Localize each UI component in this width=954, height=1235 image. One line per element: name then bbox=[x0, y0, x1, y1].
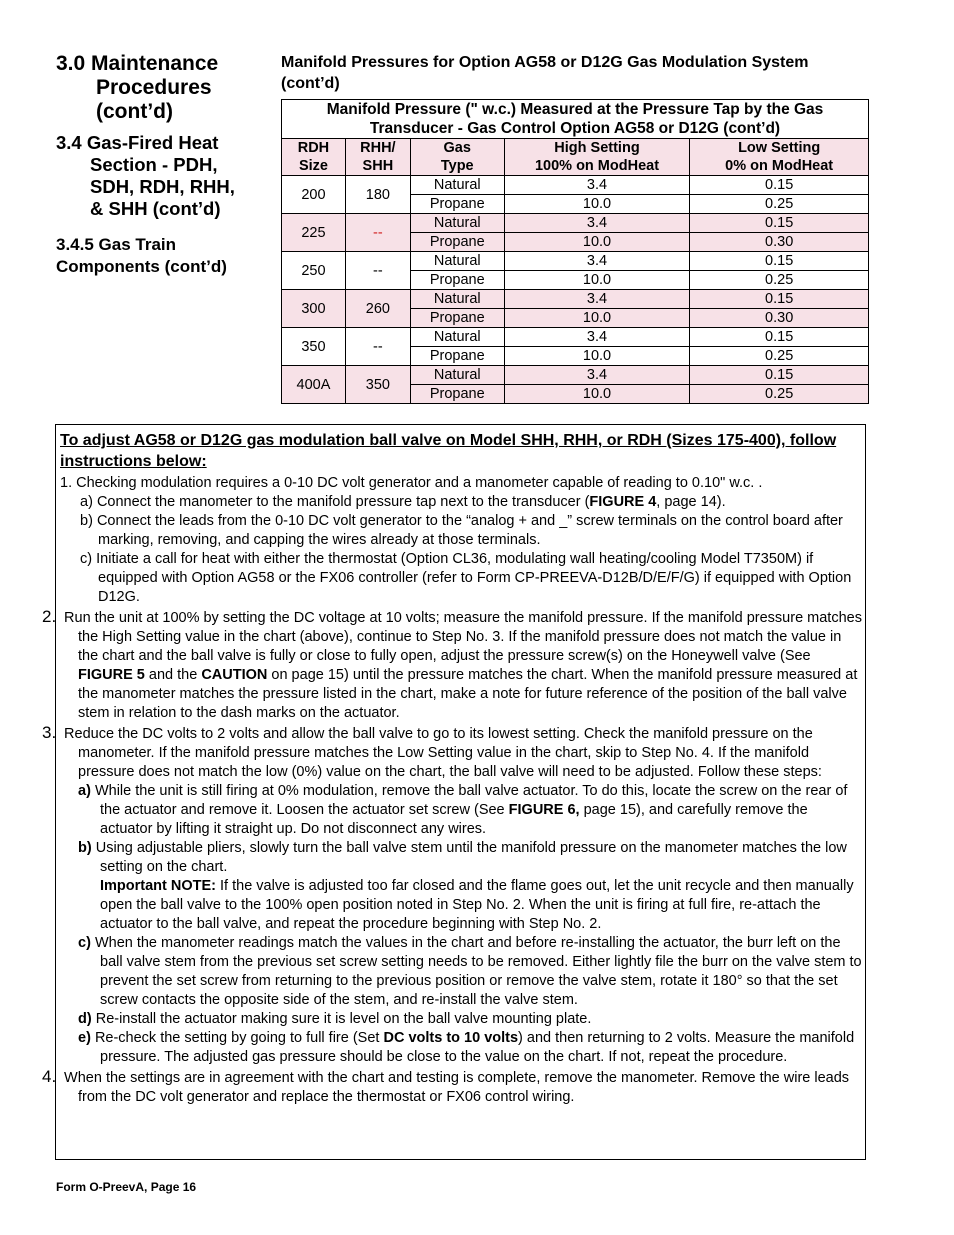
column-header-gas-type: Gas Type bbox=[410, 139, 504, 176]
table-title-line: (cont’d) bbox=[281, 75, 340, 92]
cell-high: 3.4 bbox=[504, 176, 690, 195]
step-1a: a) Connect the manometer to the manifold pressure tap next to the transducer (FIGURE 4, page 14). bbox=[80, 494, 726, 510]
table-caption: Manifold Pressure (" w.c.) Measured at the Pressure Tap by the Gas Transducer - Gas Control Option AG58 or D12G (cont’d) bbox=[282, 100, 869, 139]
cell-gas: Propane bbox=[410, 271, 504, 290]
cell-gas: Natural bbox=[410, 366, 504, 385]
table-row bbox=[282, 176, 869, 195]
cell-low: 0.25 bbox=[690, 385, 869, 404]
cell-rhh-shh: 260 bbox=[345, 290, 410, 328]
cell-low: 0.15 bbox=[690, 176, 869, 195]
page-footer: Form O-PreevA, Page 16 bbox=[56, 1180, 197, 1194]
cell-high: 3.4 bbox=[504, 214, 690, 233]
section-heading bbox=[56, 52, 271, 124]
table-row bbox=[282, 328, 869, 347]
cell-rdh-size: 250 bbox=[282, 252, 346, 290]
cell-low: 0.15 bbox=[690, 252, 869, 271]
step-1c: c) Initiate a call for heat with either the thermostat (Option CL36, modulating wall heating/cooling Model T7350M) if equipped with Option AG58 or the FX06 controller (refer to Form CP-PREEVA-D12B/D/E/F/G) if equipped with Option D12G. bbox=[80, 551, 852, 605]
cell-rhh-shh: -- bbox=[345, 214, 410, 252]
cell-high: 10.0 bbox=[504, 271, 690, 290]
step-4: 4. When the settings are in agreement with the chart and testing is complete, remove the manometer. Remove the wire leads from the DC volt generator and replace the thermostat or FX06 control wiring. bbox=[42, 1067, 850, 1105]
manifold-pressure-table bbox=[281, 99, 869, 404]
cell-high: 3.4 bbox=[504, 290, 690, 309]
cell-low: 0.25 bbox=[690, 271, 869, 290]
table-row bbox=[282, 252, 869, 271]
cell-high: 3.4 bbox=[504, 328, 690, 347]
subsection-heading-line: Section - PDH, bbox=[90, 154, 218, 175]
subsection-heading-line: 3.4 Gas-Fired Heat bbox=[56, 132, 219, 153]
step-3c: c) When the manometer readings match the values in the chart and before re-installing the actuator, the burr left on the ball valve stem from the previous set screw setting needs to be removed. Either lightly file the burr on the valve stem to prevent the set screw from returning to the previous position or remove the valve stem, rotate it 180° so that the set screw contacts the opposite side of the stem, and re-install the valve stem. bbox=[78, 935, 862, 1008]
subsubsection-heading bbox=[56, 234, 278, 278]
subsection-heading bbox=[56, 132, 278, 220]
cell-high: 10.0 bbox=[504, 309, 690, 328]
column-header-rhh-shh: RHH/ SHH bbox=[345, 139, 410, 176]
table-row bbox=[282, 290, 869, 309]
cell-rhh-shh: -- bbox=[345, 328, 410, 366]
step-3: 3. Reduce the DC volts to 2 volts and allow the ball valve to go to its lowest setting. Check the manifold pressure on the manometer. If the manifold pressure matches the Low Setting value in the chart, skip to Step No. 4. If the manifold pressure does not match the low (0%) value on the chart, the ball valve will need to be adjusted. Follow these steps: bbox=[42, 723, 822, 780]
column-header-rdh-size: RDH Size bbox=[282, 139, 346, 176]
cell-gas: Propane bbox=[410, 385, 504, 404]
cell-low: 0.15 bbox=[690, 290, 869, 309]
subsubsection-heading-line: 3.4.5 Gas Train bbox=[56, 235, 177, 254]
step-2: 2. Run the unit at 100% by setting the DC voltage at 10 volts; measure the manifold pressure. If the manifold pressure matches the High Setting value in the chart (above), continue to Step No. 3. If the manifold pressure does not match the value in the chart and the ball valve is fully or close to fully open, adjust the pressure screw(s) on the Honeywell valve (See FIGURE 5 and the CAUTION on page 15) until the pressure matches the chart. When the manifold pressure measured at the manometer matches the pressure listed in the chart, make a note for future reference of the position of the ball valve stem in relation to the dash marks on the actuator. bbox=[42, 607, 862, 721]
cell-gas: Natural bbox=[410, 214, 504, 233]
subsubsection-heading-line: Components (cont’d) bbox=[56, 257, 227, 276]
step-3e: e) Re-check the setting by going to full fire (Set DC volts to 10 volts) and then returning to 2 volts. Measure the manifold pressure. The adjusted gas pressure should be close to the value on the chart. If not, repeat the procedure. bbox=[78, 1030, 855, 1065]
cell-gas: Propane bbox=[410, 195, 504, 214]
cell-low: 0.30 bbox=[690, 233, 869, 252]
step-1: 1. Checking modulation requires a 0-10 DC volt generator and a manometer capable of reading to 0.10" w.c. . bbox=[60, 475, 763, 491]
cell-high: 10.0 bbox=[504, 233, 690, 252]
table-body bbox=[282, 176, 869, 404]
cell-low: 0.30 bbox=[690, 309, 869, 328]
cell-low: 0.15 bbox=[690, 328, 869, 347]
table-title bbox=[281, 52, 881, 94]
section-heading-line: 3.0 Maintenance bbox=[56, 52, 219, 75]
cell-rhh-shh: 350 bbox=[345, 366, 410, 404]
step-3a: a) While the unit is still firing at 0% modulation, remove the ball valve actuator. To do this, locate the screw on the rear of the actuator and remove it. Loosen the actuator set screw (See FIGURE 6, page 15), and carefully remove the actuator by lifting it straight up. Do not disconnect any wires. bbox=[78, 783, 848, 837]
section-heading-line: Procedures bbox=[96, 76, 212, 99]
step-3b: b) Using adjustable pliers, slowly turn the ball valve stem until the manifold pressure on the manometer matches the low setting on the chart. bbox=[78, 840, 847, 875]
cell-low: 0.15 bbox=[690, 366, 869, 385]
cell-high: 3.4 bbox=[504, 252, 690, 271]
table-row bbox=[282, 214, 869, 233]
cell-rdh-size: 400A bbox=[282, 366, 346, 404]
cell-high: 10.0 bbox=[504, 347, 690, 366]
cell-gas: Natural bbox=[410, 328, 504, 347]
cell-rdh-size: 300 bbox=[282, 290, 346, 328]
cell-high: 3.4 bbox=[504, 366, 690, 385]
cell-gas: Propane bbox=[410, 233, 504, 252]
cell-rhh-shh: 180 bbox=[345, 176, 410, 214]
cell-gas: Natural bbox=[410, 176, 504, 195]
cell-low: 0.15 bbox=[690, 214, 869, 233]
cell-rdh-size: 225 bbox=[282, 214, 346, 252]
subsection-heading-line: SDH, RDH, RHH, bbox=[90, 176, 235, 197]
subsection-heading-line: & SHH (cont’d) bbox=[90, 198, 221, 219]
cell-gas: Propane bbox=[410, 309, 504, 328]
instructions-title: To adjust AG58 or D12G gas modulation ball valve on Model SHH, RHH, or RDH (Sizes 175-400), follow instructions below: bbox=[60, 432, 837, 470]
step-1b: b) Connect the leads from the 0-10 DC volt generator to the “analog + and _” screw terminals on the control board after marking, removing, and capping the wires already at those terminals. bbox=[80, 513, 843, 548]
table-row bbox=[282, 366, 869, 385]
instructions-box bbox=[42, 424, 866, 1160]
cell-rhh-shh: -- bbox=[345, 252, 410, 290]
column-header-high-setting: High Setting 100% on ModHeat bbox=[504, 139, 690, 176]
cell-high: 10.0 bbox=[504, 385, 690, 404]
important-note: Important NOTE: If the valve is adjusted too far closed and the flame goes out, let the unit recycle and then manually open the ball valve to the 100% open position noted in Step No. 2. When the unit is firing at full fire, re-attach the actuator to the ball valve, and repeat the procedure beginning with Step No. 2. bbox=[100, 878, 854, 932]
cell-rdh-size: 350 bbox=[282, 328, 346, 366]
cell-rdh-size: 200 bbox=[282, 176, 346, 214]
cell-low: 0.25 bbox=[690, 195, 869, 214]
cell-gas: Propane bbox=[410, 347, 504, 366]
table-title-line: Manifold Pressures for Option AG58 or D12G Gas Modulation System bbox=[281, 54, 809, 71]
section-heading-line: (cont’d) bbox=[96, 100, 173, 123]
step-3d: d) Re-install the actuator making sure it is level on the ball valve mounting plate. bbox=[78, 1011, 592, 1027]
cell-gas: Natural bbox=[410, 290, 504, 309]
cell-low: 0.25 bbox=[690, 347, 869, 366]
cell-gas: Natural bbox=[410, 252, 504, 271]
column-header-low-setting: Low Setting 0% on ModHeat bbox=[690, 139, 869, 176]
cell-high: 10.0 bbox=[504, 195, 690, 214]
